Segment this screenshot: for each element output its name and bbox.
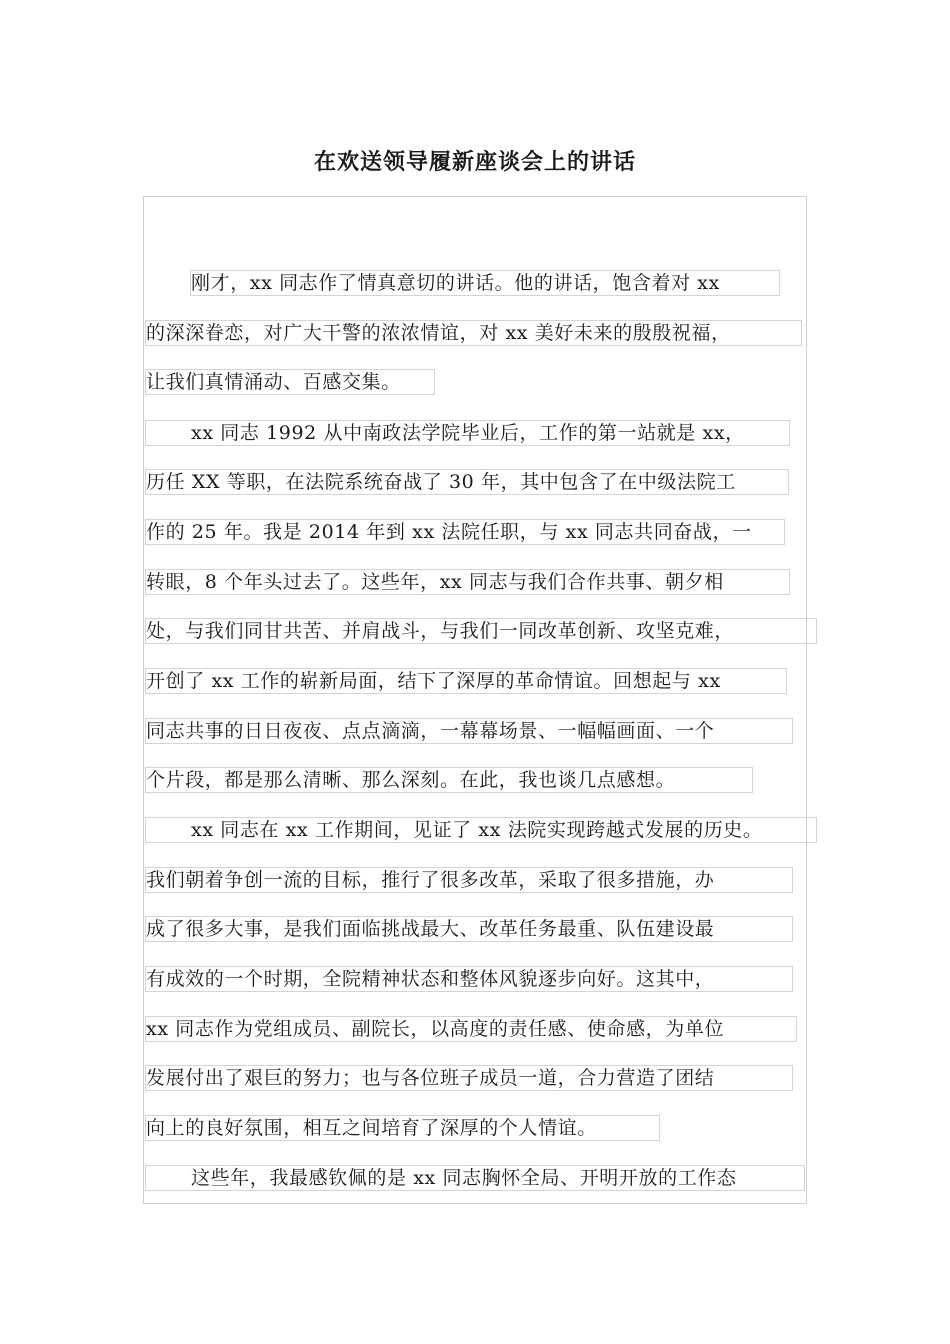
text-line: xx 同志在 xx 工作期间，见证了 xx 法院实现跨越式发展的历史。 [191,819,763,841]
text-line: 有成效的一个时期，全院精神状态和整体风貌逐步向好。这其中， [146,968,715,990]
text-line: 历任 XX 等职，在法院系统奋战了 30 年，其中包含了在中级法院工 [146,471,736,493]
text-line: 同志共事的日日夜夜、点点滴滴，一幕幕场景、一幅幅画面、一个 [146,720,715,742]
text-line: 转眼，8 个年头过去了。这些年，xx 同志与我们合作共事、朝夕相 [146,571,724,593]
text-line: 成了很多大事，是我们面临挑战最大、改革任务最重、队伍建设最 [146,918,715,940]
page-title: 在欢送领导履新座谈会上的讲话 [313,149,636,175]
text-line: 的深深眷恋，对广大干警的浓浓情谊，对 xx 美好未来的殷殷祝福， [146,322,731,344]
text-line: 作的 25 年。我是 2014 年到 xx 法院任职，与 xx 同志共同奋战，一 [146,521,752,543]
text-frame [143,196,807,1204]
text-line: 我们朝着争创一流的目标，推行了很多改革，采取了很多措施，办 [146,869,715,891]
text-line: 向上的良好氛围，相互之间培育了深厚的个人情谊。 [146,1117,597,1139]
text-line: xx 同志作为党组成员、副院长，以高度的责任感、使命感，为单位 [146,1018,725,1040]
text-line: 开创了 xx 工作的崭新局面，结下了深厚的革命情谊。回想起与 xx [146,670,721,692]
text-line: 让我们真情涌动、百感交集。 [146,371,401,393]
text-line: 处，与我们同甘共苦、并肩战斗，与我们一同改革创新、攻坚克难， [146,620,735,642]
text-line: 刚才，xx 同志作了情真意切的讲话。他的讲话，饱含着对 xx [191,272,720,294]
text-line: 这些年，我最感钦佩的是 xx 同志胸怀全局、开明开放的工作态 [191,1167,737,1189]
text-line: xx 同志 1992 从中南政法学院毕业后，工作的第一站就是 xx， [191,422,745,444]
text-line: 发展付出了艰巨的努力；也与各位班子成员一道，合力营造了团结 [146,1067,715,1089]
text-line: 个片段，都是那么清晰、那么深刻。在此，我也谈几点感想。 [146,769,676,791]
